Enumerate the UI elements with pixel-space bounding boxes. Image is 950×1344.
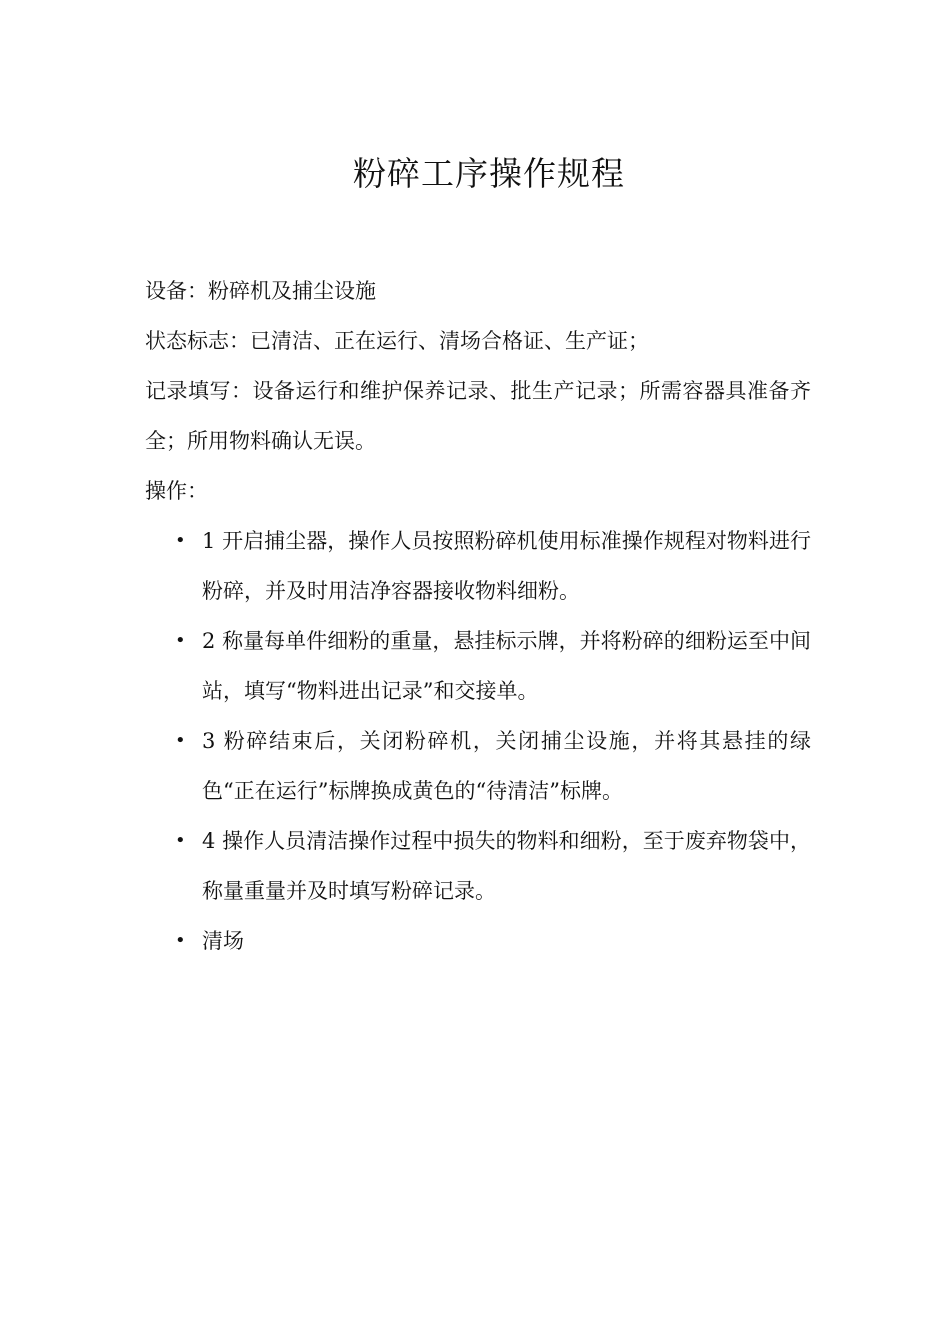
operation-step-3 (145, 716, 811, 816)
operation-step-text: 4 操作人员清洁操作过程中损失的物料和细粉，至于废弃物袋中，称量重量并及时填写粉碎记录。 (202, 829, 811, 903)
bullet-icon: • (175, 530, 186, 551)
operation-step-text: 3 粉碎结束后，关闭粉碎机，关闭捕尘设施，并将其悬挂的绿色“正在运行”标牌换成黄色的“待清洁”标牌。 (202, 729, 811, 803)
operation-step-1 (145, 516, 811, 616)
bullet-icon: • (175, 930, 186, 951)
document-body (145, 266, 811, 966)
operations-list (145, 516, 811, 966)
operation-step-text: 2 称量每单件细粉的重量，悬挂标示牌，并将粉碎的细粉运至中间站，填写“物料进出记录”和交接单。 (202, 629, 811, 703)
bullet-icon: • (175, 630, 186, 651)
record-filling-paragraph: 记录填写：设备运行和维护保养记录、批生产记录；所需容器具准备齐全；所用物料确认无误。 (145, 379, 811, 453)
operation-step-text: 1 开启捕尘器，操作人员按照粉碎机使用标准操作规程对物料进行粉碎，并及时用洁净容器接收物料细粉。 (202, 529, 811, 603)
equipment-line: 设备：粉碎机及捕尘设施 (145, 279, 376, 303)
bullet-icon: • (175, 730, 186, 751)
status-signs-line: 状态标志：已清洁、正在运行、清场合格证、生产证； (145, 329, 649, 353)
operations-heading: 操作： (145, 479, 208, 503)
bullet-icon: • (175, 830, 186, 851)
operation-step-2 (145, 616, 811, 716)
operation-step-text: 清场 (202, 929, 244, 953)
operation-step-4 (145, 816, 811, 916)
operation-step-clearance (145, 916, 811, 966)
document-title: 粉碎工序操作规程 (353, 154, 625, 193)
